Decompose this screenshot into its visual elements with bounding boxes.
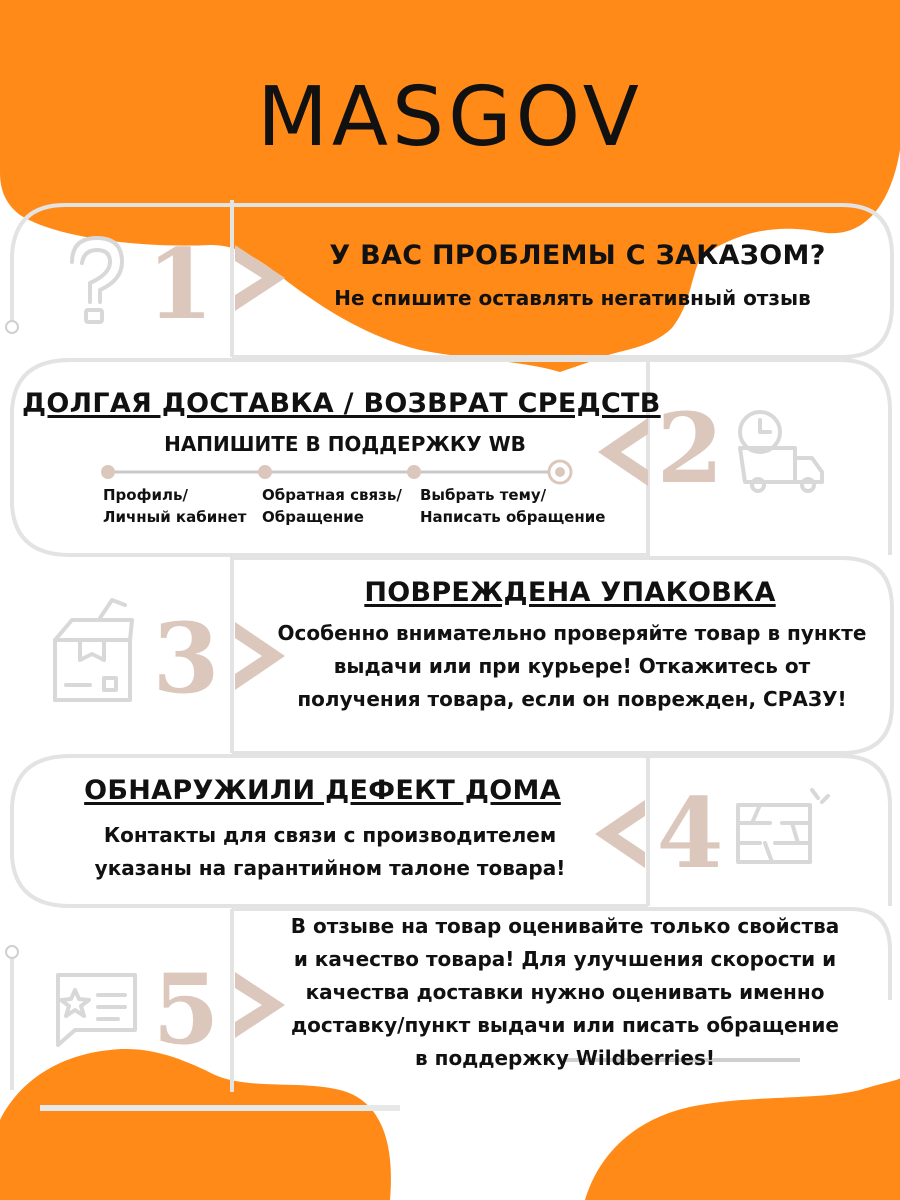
timeline-dot (6, 946, 18, 958)
path-step-topic (420, 484, 605, 528)
support-path-line (101, 461, 571, 483)
step-number-1: 1 (146, 228, 214, 341)
review-star-icon (58, 975, 135, 1045)
orange-blob-bottom-right (585, 1078, 900, 1200)
step-3-line: получения товара, если он поврежден, СРАЗУ! (297, 687, 847, 711)
step-3-title: ПОВРЕЖДЕНА УПАКОВКА (364, 577, 776, 608)
step-number-4: 4 (656, 777, 724, 890)
step-5-line: качества доставки нужно оценивать именно (305, 980, 825, 1004)
step-5-line: и качество товара! Для улучшения скорости и (293, 947, 837, 971)
step-number-5: 5 (152, 953, 220, 1066)
path-step-line2: Личный кабинет (103, 508, 247, 526)
step-4-line: Контакты для связи с производителем (103, 823, 557, 847)
step-5-line: в поддержку Wildberries! (415, 1046, 715, 1070)
brand-logo: MASGOV (257, 70, 643, 165)
step-5-text (280, 910, 850, 1075)
step-3-line: Особенно внимательно проверяйте товар в пункте (277, 621, 867, 645)
step-5-line: доставку/пункт выдачи или писать обращение (291, 1013, 839, 1037)
question-icon (72, 238, 122, 322)
step-1-text: Не спишите оставлять негативный отзыв (334, 286, 811, 310)
orange-blob-top (0, 0, 900, 372)
step-4-line: указаны на гарантийном талоне товара! (94, 856, 566, 880)
broken-wall-icon (738, 790, 828, 862)
path-step-feedback (262, 484, 402, 528)
step-2-title: ДОЛГАЯ ДОСТАВКА / ВОЗВРАТ СРЕДСТВ (22, 388, 661, 419)
timeline-dot (6, 321, 18, 333)
step-5-line: В отзыве на товар оценивайте только свойства (290, 914, 840, 938)
step-3-text (262, 617, 882, 716)
step-1-title: У ВАС ПРОБЛЕМЫ С ЗАКАЗОМ? (329, 240, 826, 271)
chevron-left-icon (598, 418, 648, 486)
path-step-line1: Обратная связь/ (262, 486, 402, 504)
step-number-2: 2 (656, 392, 724, 505)
path-step-line1: Профиль/ (103, 486, 188, 504)
delivery-truck-icon (740, 412, 822, 491)
package-box-icon (55, 600, 132, 700)
step-4-text (60, 819, 600, 885)
path-step-line1: Выбрать тему/ (420, 486, 547, 504)
step-2-subtitle: НАПИШИТЕ В ПОДДЕРЖКУ WB (164, 432, 526, 456)
path-step-line2: Обращение (262, 508, 364, 526)
chevron-left-icon (595, 800, 645, 868)
step-4-title: ОБНАРУЖИЛИ ДЕФЕКТ ДОМА (84, 775, 561, 806)
path-step-line2: Написать обращение (420, 508, 606, 526)
chevron-right-icon (235, 972, 285, 1038)
path-step-profile (103, 484, 246, 528)
step-3-line: выдачи или при курьере! Откажитесь от (333, 654, 811, 678)
step-number-3: 3 (152, 602, 220, 715)
